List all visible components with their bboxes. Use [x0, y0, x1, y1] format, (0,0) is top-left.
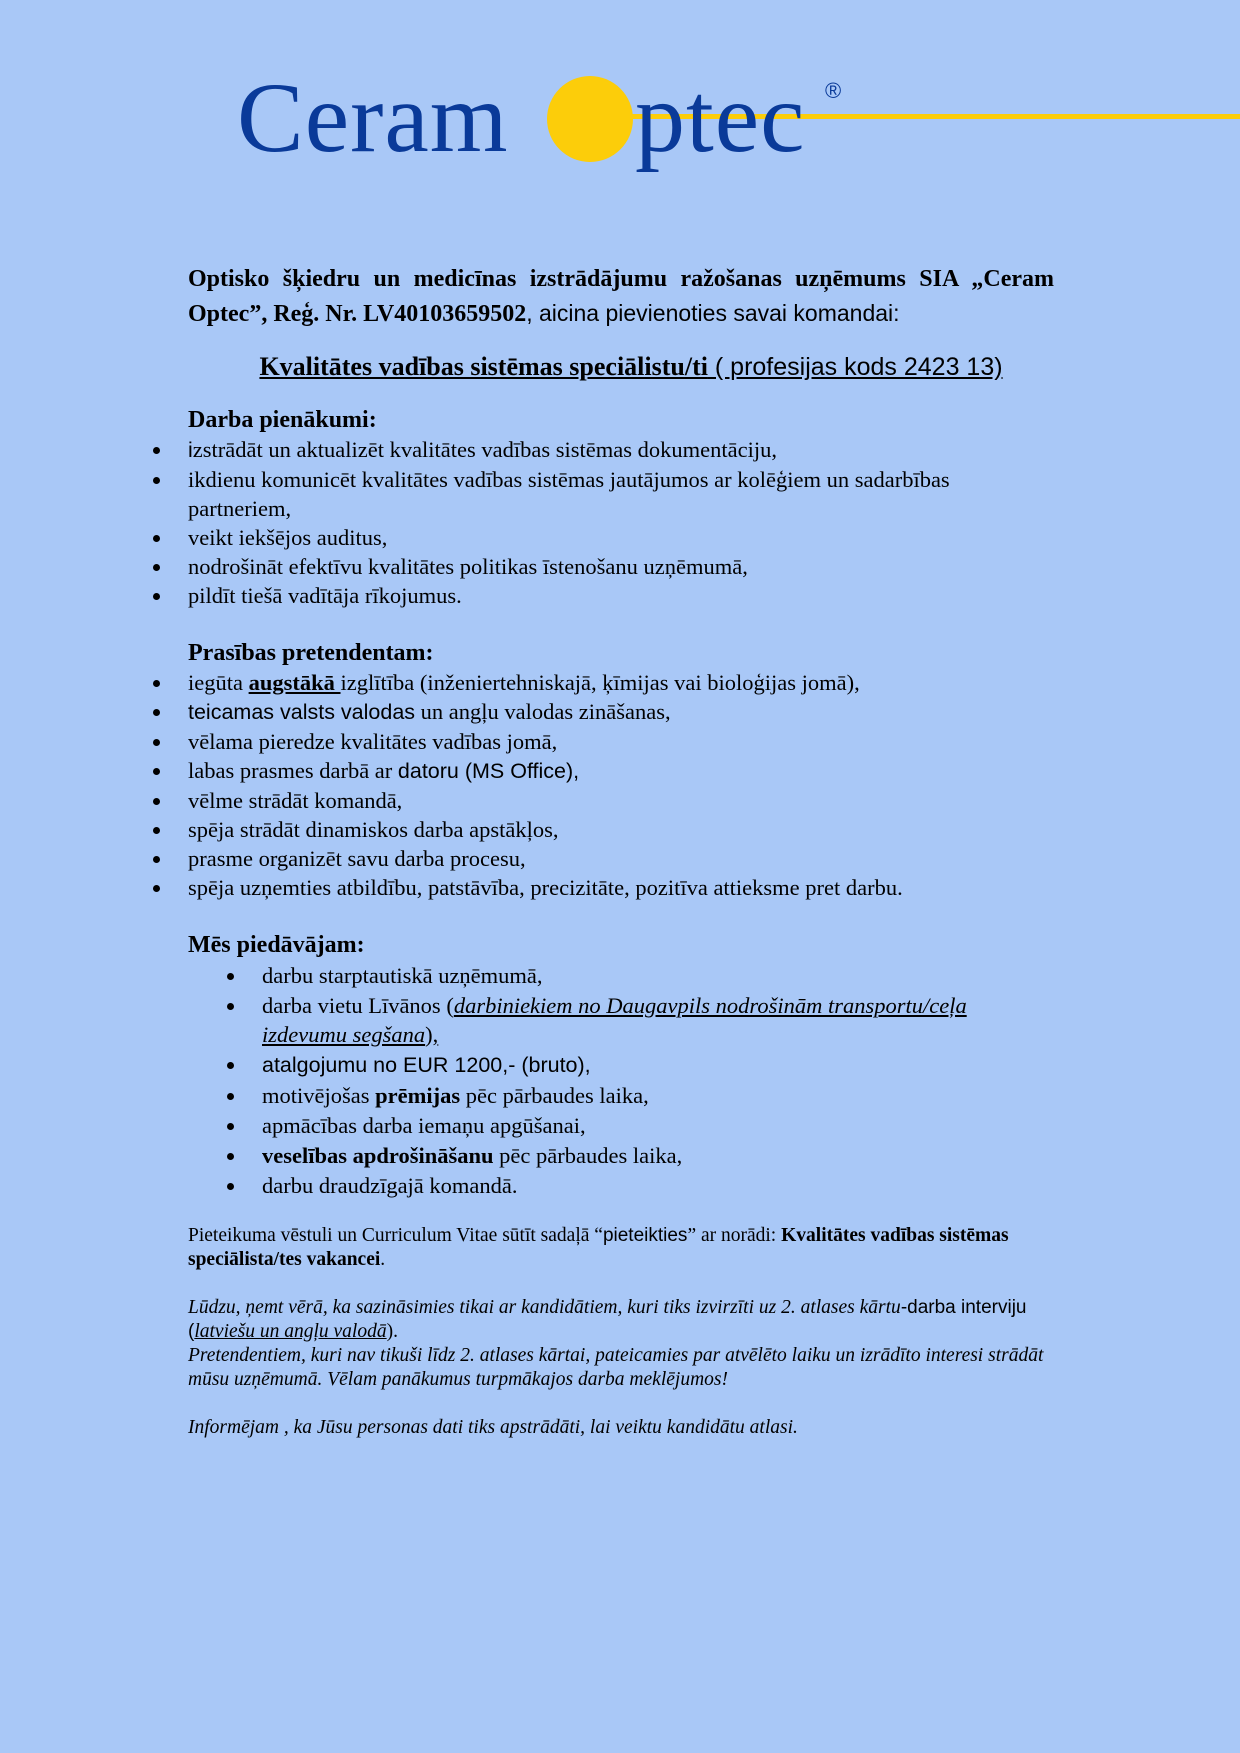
list-item: iegūta augstākā izglītība (inženiertehniskajā, ķīmijas vai bioloģijas jomā), [188, 668, 1054, 697]
list-item: spēja strādāt dinamiskos darba apstākļos, [188, 815, 1054, 844]
higher-education: augstākā [248, 670, 341, 695]
vacancy-title [188, 349, 1054, 385]
offer-list [262, 961, 1054, 1200]
list-item: motivējošas prēmijas pēc pārbaudes laika, [262, 1081, 1054, 1110]
intro-invite: , aicina pievienoties savai komandai: [526, 300, 900, 326]
list-item: darba vietu Līvānos (darbiniekiem no Daugavpils nodrošinām transportu/ceļa izdevumu segšana), [262, 991, 1054, 1049]
list-item: spēja uzņemties atbildību, patstāvība, precizitāte, pozitīva attieksme pret darbu. [188, 873, 1054, 902]
privacy-note: Informējam , ka Jūsu personas dati tiks apstrādāti, lai veiktu kandidātu atlasi. [188, 1417, 798, 1438]
list-item: darbu starptautiskā uzņēmumā, [262, 961, 1054, 990]
logo-text-ceram: Ceram [237, 62, 509, 173]
intro-paragraph [188, 262, 1054, 331]
registered-mark: ® [825, 78, 842, 103]
apply-link[interactable]: pieteikties [602, 1225, 688, 1246]
list-item: darbu draudzīgajā komandā. [262, 1171, 1054, 1200]
list-item: labas prasmes darbā ar datoru (MS Office), [188, 756, 1054, 786]
logo-circle-o [547, 76, 633, 162]
list-item: vēlme strādāt komandā, [188, 786, 1054, 815]
duties-heading: Darba pienākumi: [188, 407, 377, 433]
transport-note: darbiniekiem no Daugavpils nodrošinām transportu/ceļa izdevumu segšana [262, 993, 967, 1047]
application-instructions: Pieteikuma vēstuli un Curriculum Vitae sūtīt sadaļā “pieteikties” ar norādi: Kvalitātes vadības sistēmas speciālista/tes vakancei. [188, 1225, 1009, 1270]
requirements-heading: Prasības pretendentam: [188, 640, 434, 666]
list-item: nodrošināt efektīvu kvalitātes politikas īstenošanu uzņēmumā, [188, 552, 1054, 581]
list-item: teicamas valsts valodas un angļu valodas zināšanas, [188, 697, 1054, 727]
list-item: prasme organizēt savu darba procesu, [188, 844, 1054, 873]
vacancy-title-main: Kvalitātes vadības sistēmas speciālistu/ti [259, 352, 708, 381]
list-item: izstrādāt un aktualizēt kvalitātes vadības sistēmas dokumentāciju, [188, 435, 1054, 465]
profession-code: ( profesijas kods 2423 13) [707, 353, 1003, 381]
list-item: ikdienu komunicēt kvalitātes vadības sistēmas jautājumos ar kolēģiem un sadarbības partneriem, [188, 465, 1054, 523]
requirements-list [188, 668, 1054, 902]
intro-company: Optisko šķiedru un medicīnas izstrādājumu ražošanas uzņēmums SIA „Ceram Optec”, Reģ. Nr. LV40103659502 [188, 266, 1054, 327]
duties-list [188, 435, 1054, 610]
list-item: veselības apdrošināšanu pēc pārbaudes laika, [262, 1141, 1054, 1170]
list-item: veikt iekšējos auditus, [188, 523, 1054, 552]
selection-note: Lūdzu, ņemt vērā, ka sazināsimies tikai ar kandidātiem, kuri tiks izvirzīti uz 2. atlases kārtu-darba interviju (latviešu un angļu valodā). Pretendentiem, kuri nav tikuši līdz 2. atlases kārtai, pateicamies par atvēlēto laiku un izrādīto interesi strādāt mūsu uzņēmumā. Vēlam panākumus turpmākajos darba meklējumos! [188, 1297, 1044, 1390]
document-body [188, 262, 1054, 1440]
list-item: apmācības darba iemaņu apgūšanai, [262, 1111, 1054, 1140]
logo-text-ptec: ptec [635, 62, 806, 173]
offer-heading: Mēs piedāvājam: [188, 932, 365, 958]
list-item: atalgojumu no EUR 1200,- (bruto), [262, 1050, 1054, 1080]
list-item: pildīt tiešā vadītāja rīkojumus. [188, 581, 1054, 610]
list-item: vēlama pieredze kvalitātes vadības jomā, [188, 727, 1054, 756]
company-logo [237, 62, 1017, 178]
